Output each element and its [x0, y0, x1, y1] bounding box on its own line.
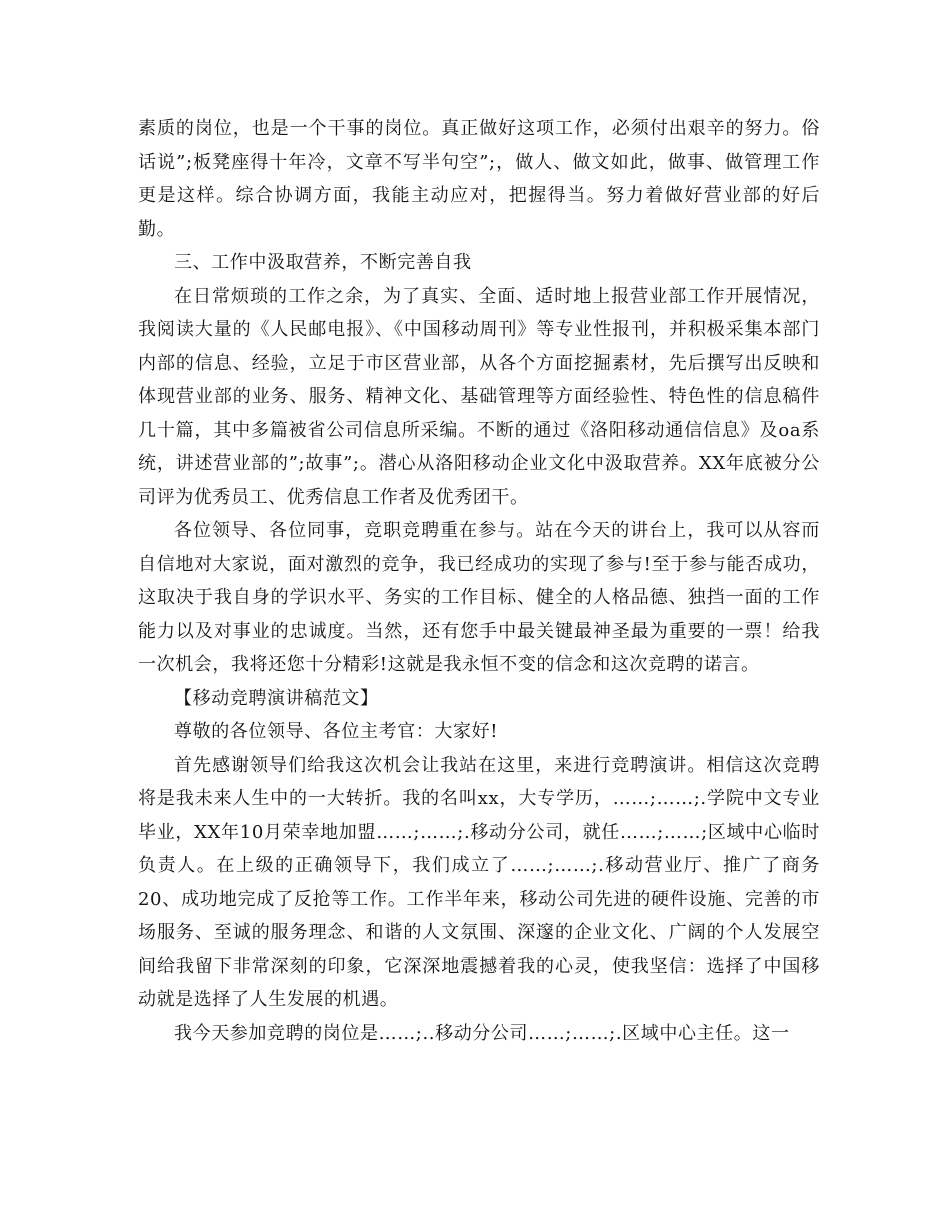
paragraph-news-writing: 在日常烦琐的工作之余，为了真实、全面、适时地上报营业部工作开展情况，我阅读大量的《人民邮电报》、《中国移动周刊》等专业性报刊，并积极采集本部门内部的信息、经验，立足于市区营业部，从各个方面挖掘素材，先后撰写出反映和体现营业部的业务、服务、精神文化、基础管理等方面经验性、特色性的信息稿件几十篇，其中多篇被省公司信息所采编。不断的通过《洛阳移动通信信息》及oa系统，讲述营业部的”;故事”;。潜心从洛阳移动企业文化中汲取营养。XX年底被分公司评为优秀员工、优秀信息工作者及优秀团干。 — [138, 285, 820, 508]
salutation: 尊敬的各位领导、各位主考官：大家好! — [174, 721, 499, 742]
document-body — [138, 112, 820, 1050]
paragraph-continuation: 素质的岗位，也是一个干事的岗位。真正做好这项工作，必须付出艰辛的努力。俗话说”;板凳座得十年冷，文章不写半句空”;，做人、做文如此，做事、做管理工作更是这样。综合协调方面，我能主动应对，把握得当。努力着做好营业部的好后勤。 — [138, 118, 820, 240]
paragraph-introduction: 首先感谢领导们给我这次机会让我站在这里，来进行竞聘演讲。相信这次竞聘将是我未来人生中的一大转折。我的名叫xx，大专学历，……;……;.学院中文专业毕业，XX年10月荣幸地加盟……;……;.移动分公司，就任……;……;区域中心临时负责人。在上级的正确领导下，我们成立了……;……;.移动营业厅、推广了商务20、成功地完成了反抢等工作。工作半年来，移动公司先进的硬件设施、完善的市场服务、至诚的服务理念、和谐的人文氛围、深邃的企业文化、广阔的个人发展空间给我留下非常深刻的印象，它深深地震撼着我的心灵，使我坚信：选择了中国移动就是选择了人生发展的机遇。 — [138, 754, 820, 1010]
sample-title: 【移动竞聘演讲稿范文】 — [174, 687, 379, 709]
paragraph-position: 我今天参加竞聘的岗位是……;..移动分公司……;……;.区域中心主任。这一 — [174, 1022, 790, 1044]
section-heading-3: 三、工作中汲取营养，不断完善自我 — [174, 252, 472, 273]
paragraph-closing-statement: 各位领导、各位同事，竞职竞聘重在参与。站在今天的讲台上，我可以从容而自信地对大家说，面对激烈的竞争，我已经成功的实现了参与!至于参与能否成功，这取决于我自身的学识水平、务实的工作目标、健全的人格品德、独挡一面的工作能力以及对事业的忠诚度。当然，还有您手中最关键最神圣最为重要的一票！给我一次机会，我将还您十分精彩!这就是我永恒不变的信念和这次竞聘的诺言。 — [138, 520, 820, 675]
